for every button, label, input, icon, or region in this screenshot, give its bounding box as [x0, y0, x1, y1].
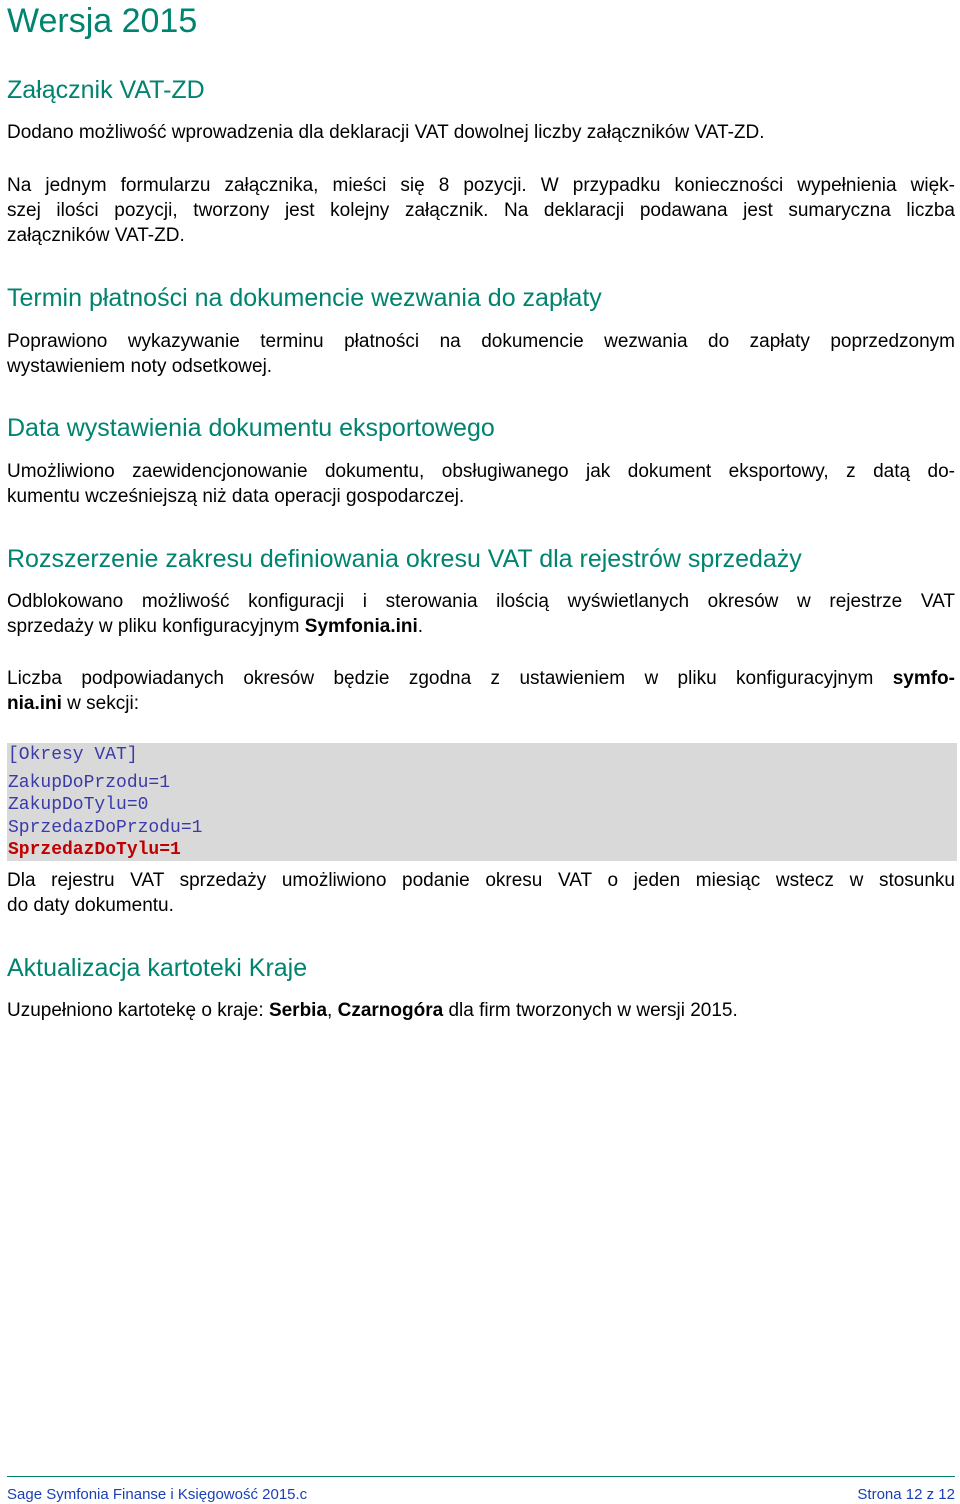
config-file-name-part: nia.ini: [7, 693, 62, 714]
text-span: .: [417, 616, 424, 637]
section-heading-termin: Termin płatności na dokumencie wezwania do zapłaty: [7, 284, 602, 312]
footer-product-name: Sage Symfonia Finanse i Księgowość 2015.c: [7, 1486, 308, 1503]
section-heading-vat-zd: Załącznik VAT-ZD: [7, 76, 205, 104]
data-wystawienia-paragraph-1: [7, 459, 955, 509]
vat-zd-paragraph-1: Dodano możliwość wprowadzenia dla deklaracji VAT dowolnej liczby załączników VAT-ZD.: [7, 122, 765, 143]
text-span: Liczba podpowiadanych okresów będzie zgodna z ustawieniem w pliku konfiguracyjnym: [7, 668, 893, 689]
text-line: [7, 666, 955, 691]
config-file-name: Symfonia.ini: [304, 616, 418, 637]
termin-paragraph-1: [7, 329, 955, 379]
section-heading-okres-vat: Rozszerzenie zakresu definiowania okresu VAT dla rejestrów sprzedaży: [7, 545, 802, 573]
text-line: [7, 614, 955, 639]
config-code-block: [7, 743, 957, 861]
text-line: kumentu wcześniejszą niż data operacji gospodarczej.: [7, 486, 465, 507]
code-section-header: [Okresy VAT]: [8, 745, 138, 765]
okres-vat-paragraph-1: [7, 589, 955, 639]
text-span: sprzedaży w pliku konfiguracyjnym: [7, 616, 305, 637]
text-line: załączników VAT-ZD.: [7, 225, 185, 246]
section-heading-kraje: Aktualizacja kartoteki Kraje: [7, 954, 308, 982]
text-line: Dla rejestru VAT sprzedaży umożliwiono podanie okresu VAT o jeden miesiąc wstecz w stosunku: [7, 870, 955, 891]
kraje-paragraph-1: [7, 998, 955, 1023]
text-span: ,: [327, 1000, 338, 1021]
code-line: ZakupDoTylu=0: [8, 795, 149, 815]
text-span: w sekcji:: [61, 693, 139, 714]
text-line: [7, 691, 955, 716]
footer-page-number: Strona 12 z 12: [857, 1486, 955, 1503]
text-line: Na jednym formularzu załącznika, mieści się 8 pozycji. W przypadku konieczności wypełnienia więk-: [7, 175, 955, 196]
country-name: Serbia: [268, 1000, 328, 1021]
country-name: Czarnogóra: [337, 1000, 444, 1021]
code-line: ZakupDoPrzodu=1: [8, 773, 171, 793]
okres-vat-paragraph-3: [7, 868, 955, 918]
vat-zd-paragraph-2: [7, 173, 955, 248]
text-span: dla firm tworzonych w wersji 2015.: [443, 1000, 738, 1021]
code-line-highlighted: SprzedazDoTylu=1: [8, 840, 181, 860]
config-file-name-part: symfo-: [892, 668, 955, 689]
code-line: SprzedazDoPrzodu=1: [8, 818, 203, 838]
text-line: do daty dokumentu.: [7, 895, 174, 916]
text-line: Poprawiono wykazywanie terminu płatności na dokumencie wezwania do zapłaty poprzedzonym: [7, 331, 955, 352]
text-line: wystawieniem noty odsetkowej.: [7, 356, 273, 377]
section-heading-data-wystawienia: Data wystawienia dokumentu eksportowego: [7, 414, 495, 442]
footer-divider: [7, 1476, 955, 1477]
text-line: Umożliwiono zaewidencjonowanie dokumentu, obsługiwanego jak dokument eksportowy, z datą do-: [7, 461, 955, 482]
text-line: szej ilości pozycji, tworzony jest kolejny załącznik. Na deklaracji podawana jest sumaryczna liczba: [7, 200, 955, 221]
document-title: Wersja 2015: [7, 2, 198, 40]
text-span: Uzupełniono kartotekę o kraje:: [7, 1000, 269, 1021]
text-line: Odblokowano możliwość konfiguracji i sterowania ilością wyświetlanych okresów w rejestrze VAT: [7, 591, 955, 612]
okres-vat-paragraph-2: [7, 666, 955, 716]
